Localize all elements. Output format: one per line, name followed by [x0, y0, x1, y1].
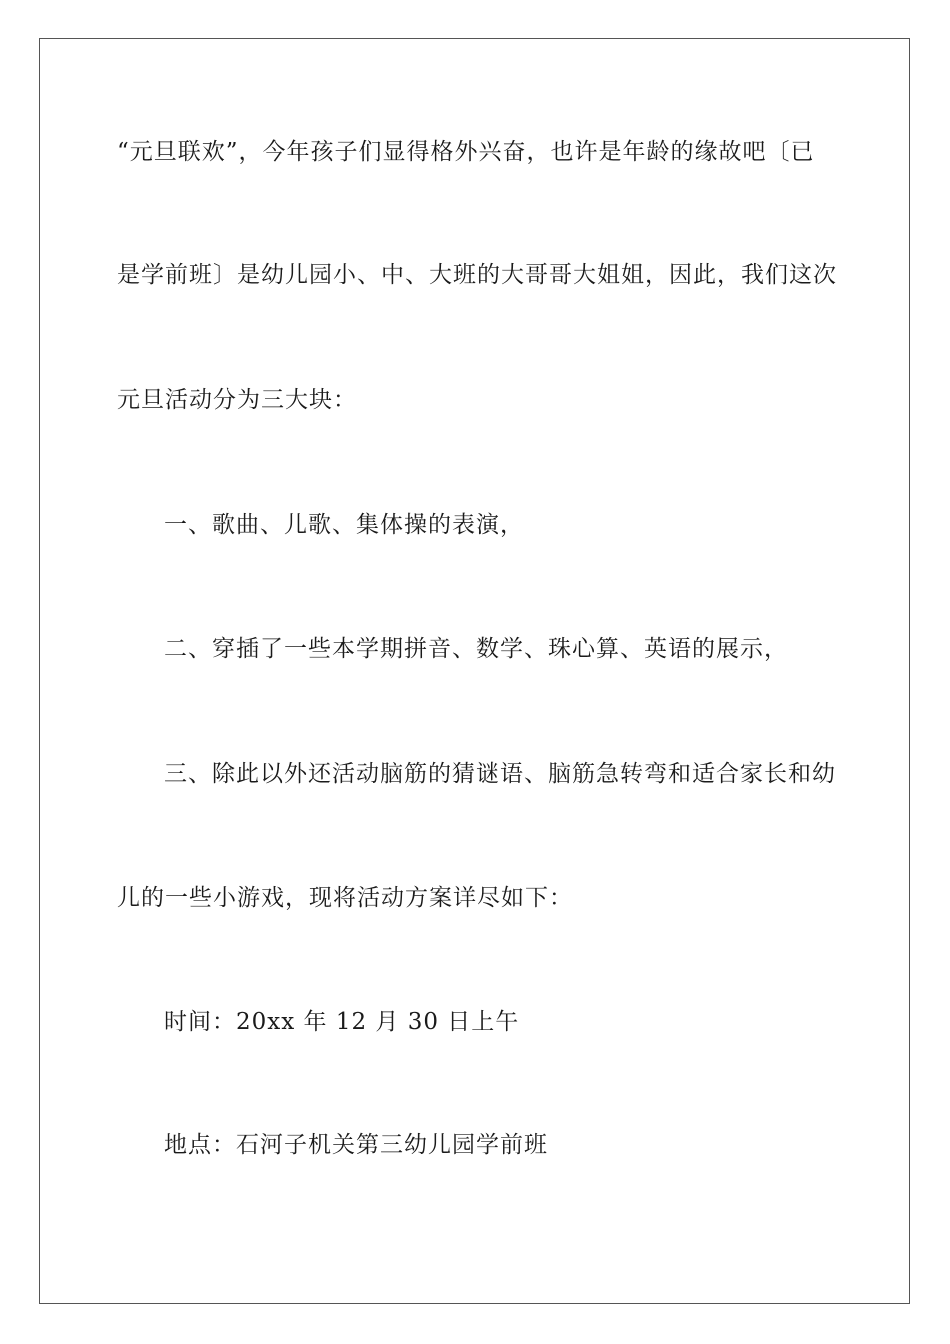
location-line: 地点：石河子机关第三幼儿园学前班: [164, 1132, 548, 1158]
paragraph-line-3: 元旦活动分为三大块：: [117, 387, 357, 413]
paragraph-line-1: “元旦联欢”，今年孩子们显得格外兴奋，也许是年龄的缘故吧〔已: [117, 139, 815, 165]
page-border: [39, 38, 910, 1304]
time-line: 时间：20xx 年 12 月 30 日上午: [164, 1009, 520, 1035]
list-item-3-continued: 儿的一些小游戏，现将活动方案详尽如下：: [117, 885, 573, 911]
list-item-1: 一、歌曲、儿歌、集体操的表演，: [164, 512, 524, 538]
paragraph-line-2: 是学前班〕是幼儿园小、中、大班的大哥哥大姐姐，因此，我们这次: [117, 262, 837, 288]
list-item-2: 二、穿插了一些本学期拼音、数学、珠心算、英语的展示，: [164, 636, 788, 662]
list-item-3: 三、除此以外还活动脑筋的猜谜语、脑筋急转弯和适合家长和幼: [164, 761, 836, 787]
